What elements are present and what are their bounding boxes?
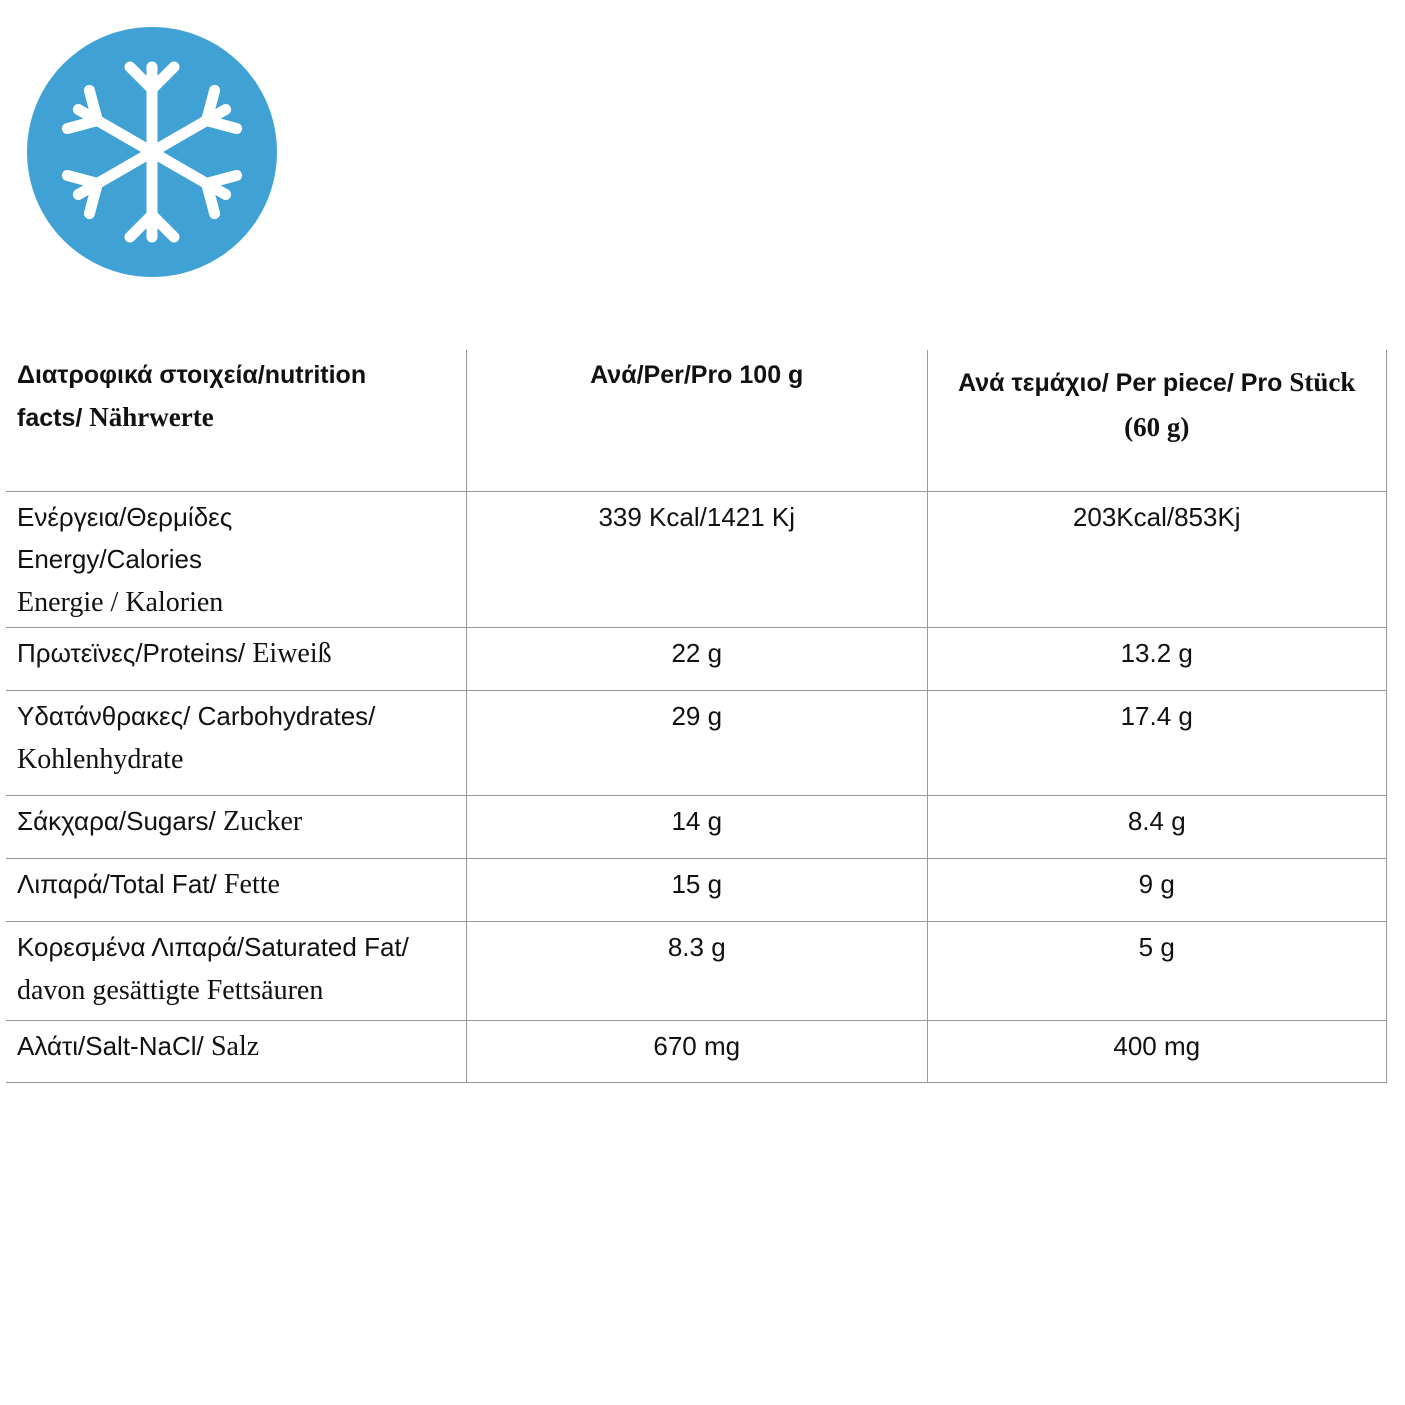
saturated-fat-label-german: davon gesättigte Fettsäuren bbox=[17, 975, 324, 1006]
salt-per-piece: 400 mg bbox=[927, 1021, 1387, 1083]
fat-label-german: Fette bbox=[223, 869, 280, 900]
salt-label-main: Αλάτι/Salt-NaCl/ bbox=[17, 1031, 211, 1061]
table-row bbox=[6, 922, 1387, 1021]
carbs-label-main: Υδατάνθρακες/ Carbohydrates/ bbox=[17, 701, 376, 731]
protein-label-german: Eiweiß bbox=[252, 638, 332, 669]
fat-label-main: Λιπαρά/Total Fat/ bbox=[17, 869, 224, 899]
table-row bbox=[6, 492, 1387, 628]
nutrition-facts-table bbox=[6, 350, 1387, 1083]
header-label-facts: facts/ bbox=[17, 404, 90, 432]
table-row bbox=[6, 691, 1387, 796]
header-per-piece-weight: (60 g) bbox=[1124, 412, 1190, 442]
protein-per-piece: 13.2 g bbox=[927, 628, 1387, 691]
sugars-label-german: Zucker bbox=[222, 806, 303, 837]
protein-per-100g: 22 g bbox=[467, 628, 928, 691]
energy-label bbox=[6, 492, 467, 628]
header-per-piece-line-1 bbox=[928, 360, 1387, 405]
energy-label-english: Energy/Calories bbox=[17, 544, 202, 574]
table-row bbox=[6, 1021, 1387, 1083]
header-per-piece bbox=[927, 350, 1387, 492]
saturated-fat-per-piece: 5 g bbox=[927, 922, 1387, 1021]
fat-per-piece: 9 g bbox=[927, 859, 1387, 922]
sugars-per-piece: 8.4 g bbox=[927, 796, 1387, 859]
table-row bbox=[6, 796, 1387, 859]
salt-label bbox=[6, 1021, 467, 1083]
fat-label bbox=[6, 859, 467, 922]
saturated-fat-label bbox=[6, 922, 467, 1021]
frozen-product-badge bbox=[27, 27, 277, 277]
fat-per-100g: 15 g bbox=[467, 859, 928, 922]
saturated-fat-per-100g: 8.3 g bbox=[467, 922, 928, 1021]
saturated-fat-label-main: Κορεσμένα Λιπαρά/Saturated Fat/ bbox=[17, 932, 409, 962]
energy-per-piece: 203Kcal/853Kj bbox=[927, 492, 1387, 628]
snowflake-icon bbox=[27, 27, 277, 277]
carbs-label bbox=[6, 691, 467, 796]
energy-label-german: Energie / Kalorien bbox=[17, 587, 224, 618]
carbs-label-german: Kohlenhydrate bbox=[17, 744, 184, 775]
carbs-per-piece: 17.4 g bbox=[927, 691, 1387, 796]
header-nutrient-label bbox=[6, 350, 467, 492]
energy-per-100g: 339 Kcal/1421 Kj bbox=[467, 492, 928, 628]
header-label-line-2 bbox=[17, 396, 456, 439]
header-label-german: Nährwerte bbox=[89, 402, 214, 432]
header-label-line-1: Διατροφικά στοιχεία/nutrition bbox=[17, 361, 367, 389]
protein-label bbox=[6, 628, 467, 691]
table-header-row bbox=[6, 350, 1387, 492]
sugars-per-100g: 14 g bbox=[467, 796, 928, 859]
table-row bbox=[6, 628, 1387, 691]
header-per-piece-text: Ανά τεμάχιο/ Per piece/ Pro bbox=[958, 369, 1290, 397]
sugars-label bbox=[6, 796, 467, 859]
sugars-label-main: Σάκχαρα/Sugars/ bbox=[17, 806, 223, 836]
protein-label-main: Πρωτεϊνες/Proteins/ bbox=[17, 638, 253, 668]
carbs-per-100g: 29 g bbox=[467, 691, 928, 796]
salt-label-german: Salz bbox=[210, 1031, 260, 1062]
salt-per-100g: 670 mg bbox=[467, 1021, 928, 1083]
energy-label-greek: Ενέργεια/Θερμίδες bbox=[17, 502, 233, 532]
table-row bbox=[6, 859, 1387, 922]
header-per-100g: Ανά/Per/Pro 100 g bbox=[467, 350, 928, 492]
header-per-piece-german: Stück bbox=[1289, 367, 1356, 397]
